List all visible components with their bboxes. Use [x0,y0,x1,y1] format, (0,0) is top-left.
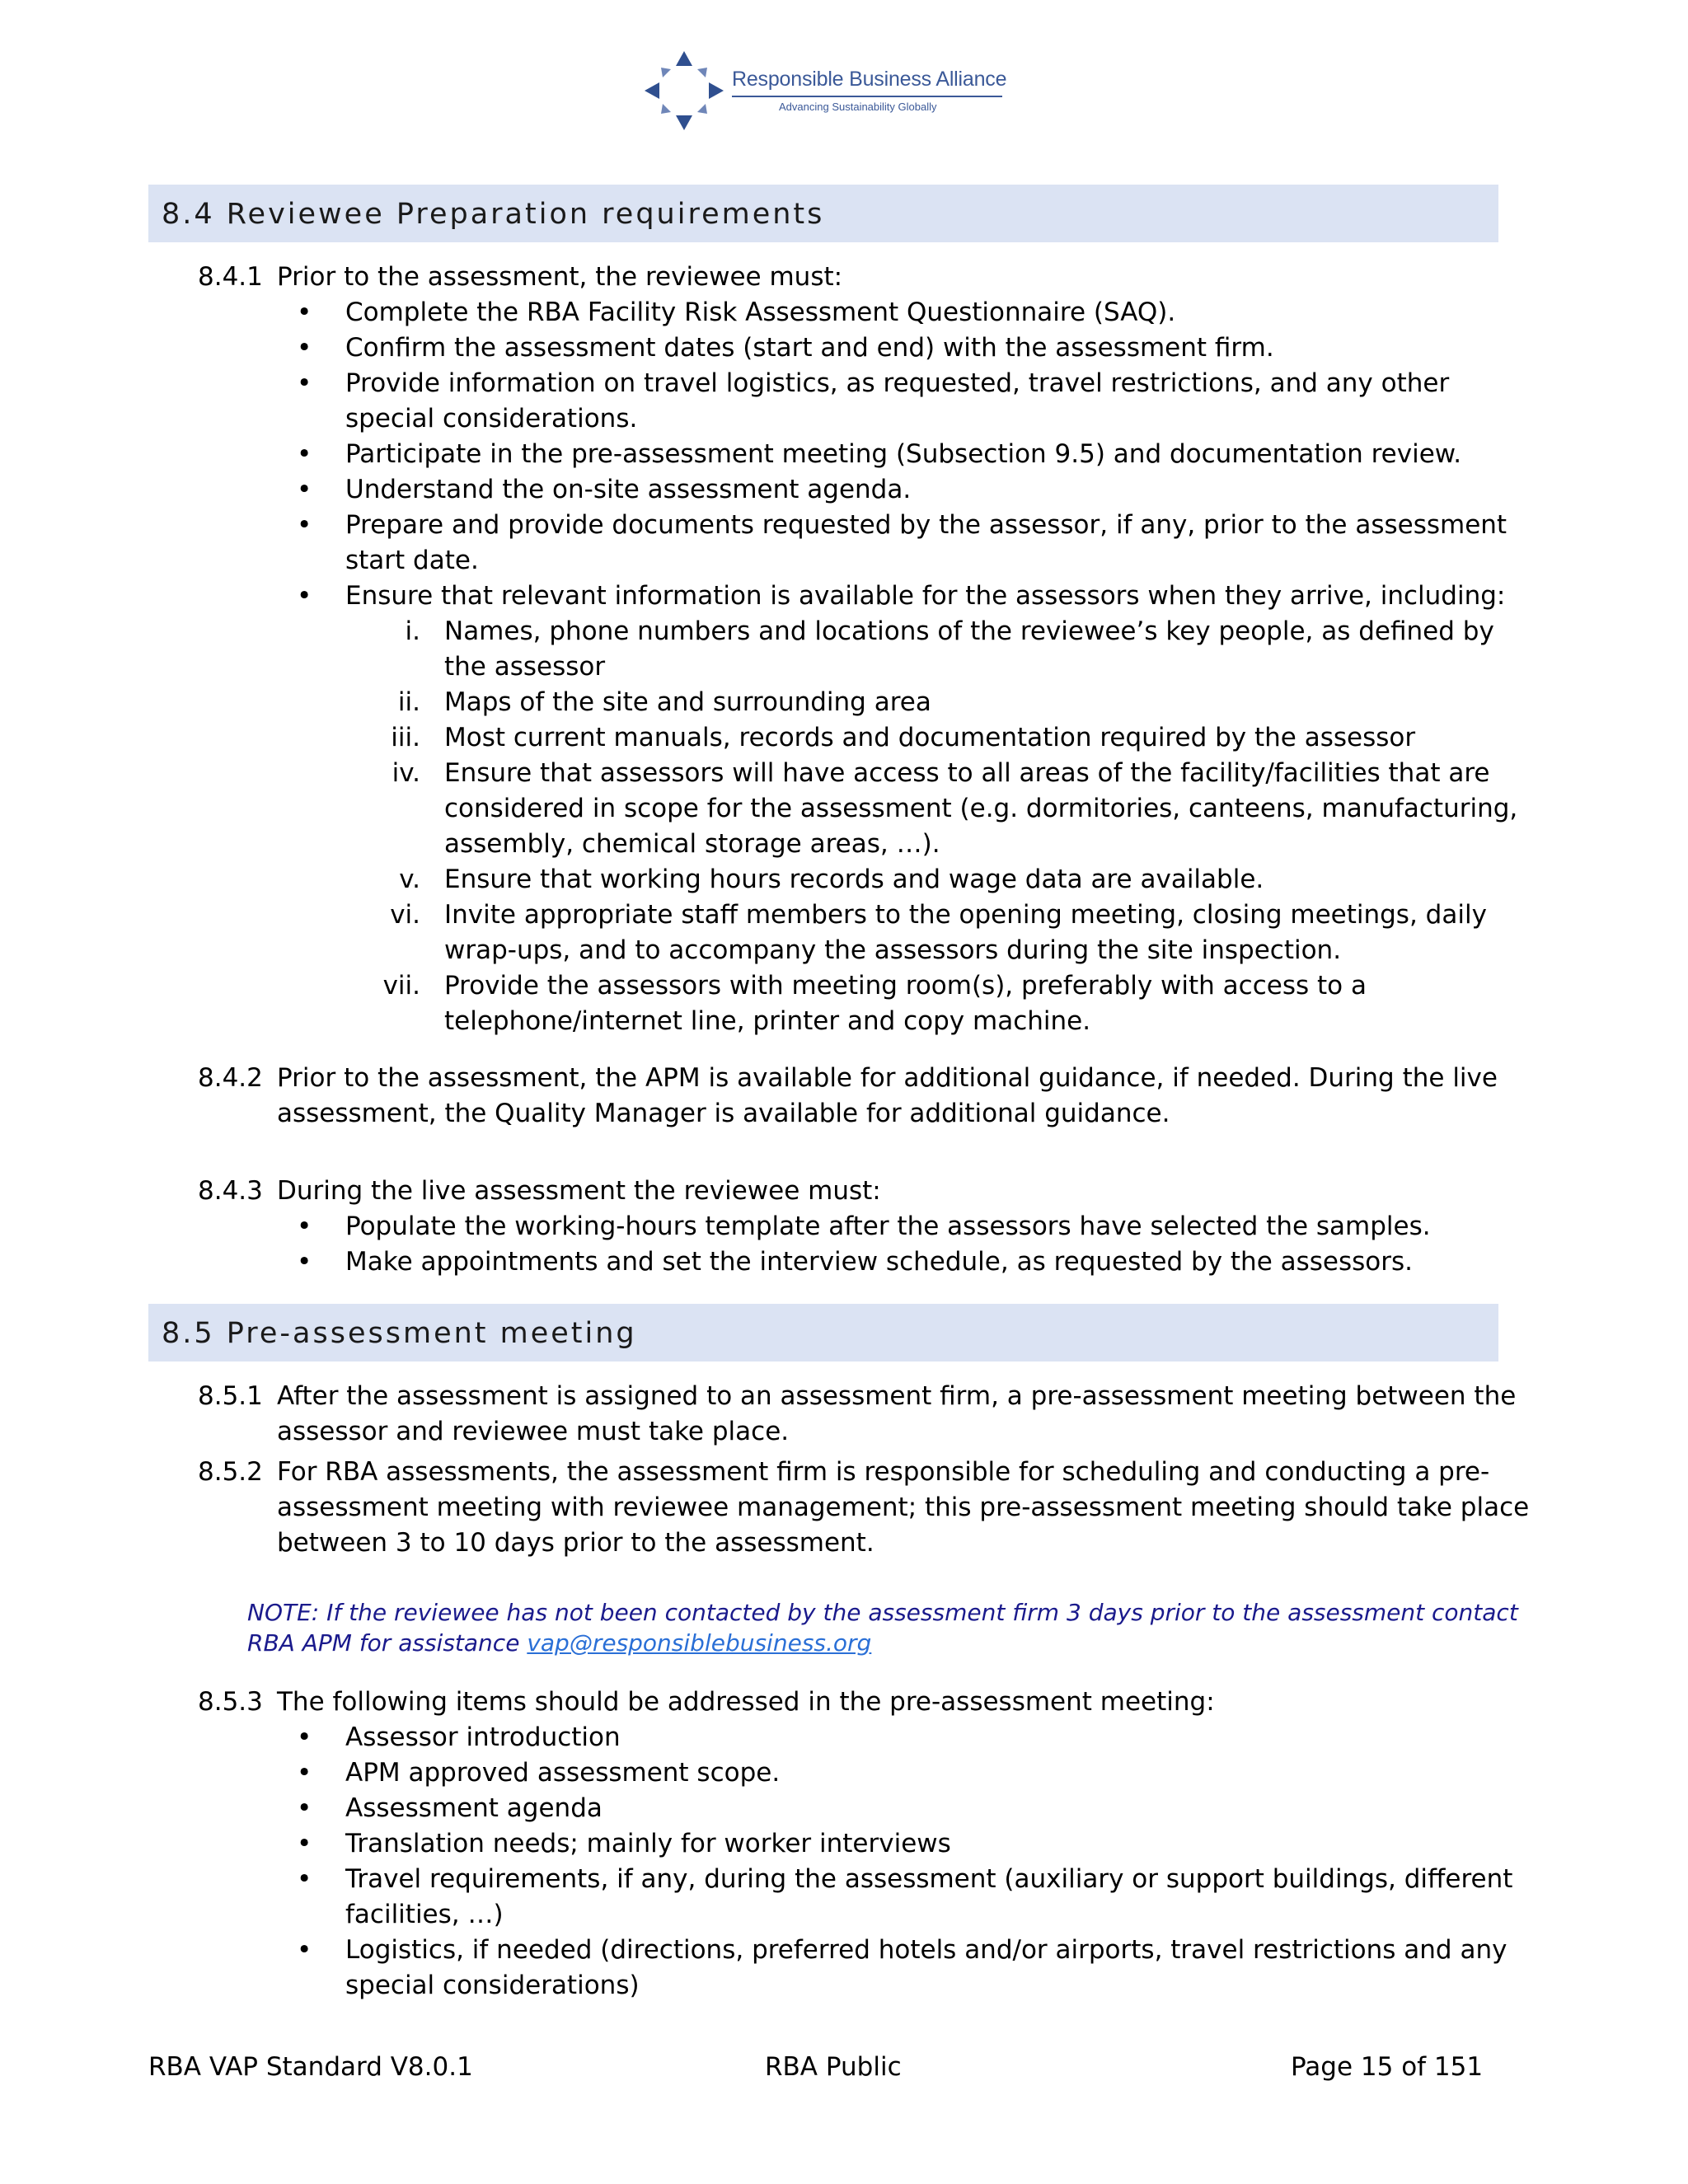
bullet-dot: • [297,1212,312,1241]
bullet-text: APM approved assessment scope. [345,1758,781,1788]
list-marker: iv. [392,758,420,788]
item-number: 8.4.3 [198,1176,263,1206]
bullet-text: Participate in the pre-assessment meeting (Subsection 9.5) and documentation review. [345,439,1462,469]
bullet-dot: • [297,581,312,611]
list-marker: i. [405,616,420,646]
item-number: 8.5.3 [198,1687,263,1717]
bullet-dot: • [297,1758,312,1788]
section-title: 8.4 Reviewee Preparation requirements [162,198,825,231]
bullet-text: Confirm the assessment dates (start and end) with the assessment firm. [345,333,1274,363]
bullet-text: Translation needs; mainly for worker interviews [345,1829,951,1858]
section-title: 8.5 Pre-assessment meeting [162,1317,637,1350]
bullet-dot: • [297,439,312,469]
paragraph-line: assessment, the Quality Manager is available for additional guidance. [277,1099,1170,1128]
paragraph-line: For RBA assessments, the assessment firm is responsible for scheduling and conducting a pre- [277,1457,1490,1487]
bullet-text: start date. [345,546,479,575]
item-number: 8.4.2 [198,1063,263,1093]
bullet-text: Understand the on-site assessment agenda. [345,475,912,504]
logo-title: Responsible Business Alliance [732,68,1007,91]
list-item-text: Names, phone numbers and locations of the reviewee’s key people, as defined by [444,616,1494,646]
footer-left: RBA VAP Standard V8.0.1 [148,2052,473,2082]
list-marker: vi. [390,900,420,930]
item-number: 8.5.1 [198,1381,263,1411]
list-item-text: wrap-ups, and to accompany the assessors during the site inspection. [444,935,1342,965]
bullet-text: Prepare and provide documents requested by the assessor, if any, prior to the assessment [345,510,1507,540]
list-marker: iii. [391,723,420,752]
bullet-dot: • [297,333,312,363]
list-marker: vii. [382,971,420,1001]
bullet-text: Travel requirements, if any, during the assessment (auxiliary or support buildings, different [345,1864,1513,1894]
rba-compass-icon [643,49,725,132]
logo-tagline: Advancing Sustainability Globally [779,101,937,113]
list-item-text: Most current manuals, records and documentation required by the assessor [444,723,1416,752]
bullet-dot: • [297,510,312,540]
item-intro: During the live assessment the reviewee must: [277,1176,881,1206]
list-item-text: Invite appropriate staff members to the opening meeting, closing meetings, daily [444,900,1487,930]
item-intro: Prior to the assessment, the reviewee must: [277,262,843,292]
bullet-text: special considerations) [345,1971,640,2000]
bullet-dot: • [297,1935,312,1965]
bullet-text: facilities, …) [345,1900,504,1929]
list-item-text: the assessor [444,652,606,682]
paragraph-line: assessment meeting with reviewee management; this pre-assessment meeting should take place [277,1493,1530,1522]
bullet-text: Assessor introduction [345,1722,621,1752]
logo-divider [732,96,1002,97]
list-item-text: telephone/internet line, printer and copy machine. [444,1006,1091,1036]
paragraph-line: Prior to the assessment, the APM is available for additional guidance, if needed. During the live [277,1063,1498,1093]
item-intro: The following items should be addressed in the pre-assessment meeting: [277,1687,1215,1717]
section-header-8-4 [148,185,1498,242]
bullet-dot: • [297,368,312,398]
paragraph-line: After the assessment is assigned to an assessment firm, a pre-assessment meeting between the [277,1381,1517,1411]
bullet-text: Make appointments and set the interview schedule, as requested by the assessors. [345,1247,1414,1277]
paragraph-line: assessor and reviewee must take place. [277,1417,790,1446]
section-header-8-5 [148,1304,1498,1361]
item-number: 8.5.2 [198,1457,263,1487]
list-item-text: Provide the assessors with meeting room(s), preferably with access to a [444,971,1367,1001]
email-link[interactable]: vap@responsiblebusiness.org [527,1629,872,1657]
page-number: Page 15 of 151 [1291,2052,1484,2082]
footer-center: RBA Public [765,2052,902,2082]
list-item-text: Ensure that working hours records and wage data are available. [444,865,1264,894]
bullet-text: special considerations. [345,404,638,434]
bullet-dot: • [297,1829,312,1858]
list-item-text: assembly, chemical storage areas, …). [444,829,940,859]
bullet-text: Complete the RBA Facility Risk Assessment Questionnaire (SAQ). [345,298,1176,327]
note-line: NOTE: If the reviewee has not been contacted by the assessment firm 3 days prior to the assessment contact [247,1599,1518,1626]
paragraph-line: between 3 to 10 days prior to the assessment. [277,1528,874,1558]
note-line-2 [247,1629,871,1658]
item-number: 8.4.1 [198,262,263,292]
bullet-dot: • [297,1722,312,1752]
bullet-dot: • [297,475,312,504]
bullet-text: Assessment agenda [345,1793,603,1823]
rba-logo [643,49,1022,132]
note-text: RBA APM for assistance [247,1629,528,1657]
list-item-text: Maps of the site and surrounding area [444,687,931,717]
bullet-text: Logistics, if needed (directions, preferred hotels and/or airports, travel restrictions and any [345,1935,1507,1965]
bullet-text: Provide information on travel logistics, as requested, travel restrictions, and any other [345,368,1450,398]
list-marker: v. [399,865,420,894]
bullet-dot: • [297,1247,312,1277]
bullet-text: Populate the working-hours template after the assessors have selected the samples. [345,1212,1431,1241]
bullet-dot: • [297,1864,312,1894]
bullet-dot: • [297,298,312,327]
bullet-text: Ensure that relevant information is available for the assessors when they arrive, including: [345,581,1506,611]
list-marker: ii. [397,687,420,717]
list-item-text: considered in scope for the assessment (e.g. dormitories, canteens, manufacturing, [444,794,1518,823]
list-item-text: Ensure that assessors will have access to all areas of the facility/facilities that are [444,758,1490,788]
bullet-dot: • [297,1793,312,1823]
